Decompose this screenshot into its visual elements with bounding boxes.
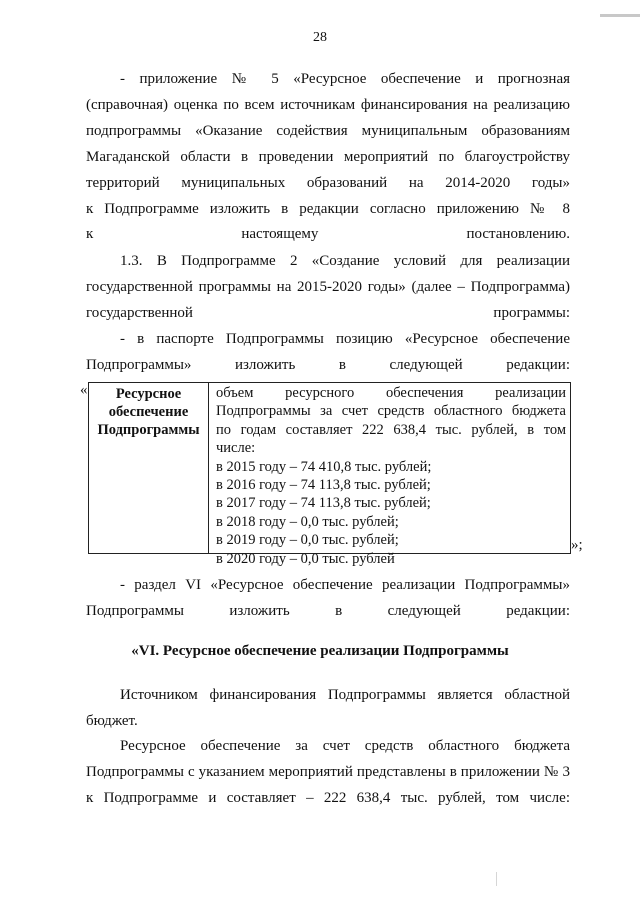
text-line: - раздел VI «Ресурсное обеспечение реализации Подпрограммы» (120, 577, 570, 593)
paragraph-financing-source (86, 683, 570, 735)
text-line: к настоящему постановлению. (86, 226, 570, 243)
table-column-divider (208, 383, 209, 553)
corner-mark (600, 0, 640, 17)
text-line: - приложение № 5 «Ресурсное обеспечение и прогнозная (120, 71, 570, 87)
text-line: Подпрограммы изложить в следующей редакции: (86, 602, 570, 619)
right-cell-line: в 2020 году – 0,0 тыс. рублей (216, 550, 395, 567)
left-cell-line: Подпрограммы (97, 422, 200, 438)
text-line: территорий муниципальных образований на 2014-2020 годы» (86, 174, 570, 191)
section-heading: «VI. Ресурсное обеспечение реализации Подпрограммы (131, 643, 509, 659)
right-cell-line: по годам составляет 222 638,4 тыс. рублей, в том (216, 421, 566, 438)
paragraph-appendix-5 (86, 67, 570, 248)
right-cell-line: в 2019 году – 0,0 тыс. рублей; (216, 532, 399, 549)
paragraph-section-6 (86, 573, 570, 625)
text-line: подпрограммы «Оказание содействия муниципальным образованиям (86, 122, 570, 139)
text-line: государственной программы: (86, 304, 570, 321)
text-line: (справочная) оценка по всем источникам финансирования на реализацию (86, 96, 570, 113)
right-cell-line: в 2018 году – 0,0 тыс. рублей; (216, 513, 399, 530)
text-line: государственной программы на 2015-2020 годы» (далее – Подпрограмма) (86, 278, 570, 295)
right-cell-line: Подпрограммы за счет средств областного бюджета (216, 403, 566, 420)
paragraph-1-3 (86, 249, 570, 327)
right-cell-line: в 2017 году – 74 113,8 тыс. рублей; (216, 495, 431, 512)
text-line: бюджет. (86, 712, 138, 729)
table-left-cell (89, 385, 208, 439)
right-cell-line: объем ресурсного обеспечения реализации (216, 385, 566, 401)
table-right-cell (216, 384, 566, 568)
text-line: к Подпрограмме и составляет – 222 638,4 тыс. рублей, том числе: (86, 789, 570, 806)
text-line: Источником финансирования Подпрограммы является областной (120, 687, 570, 703)
right-cell-line: числе: (216, 440, 256, 457)
resource-table (88, 382, 571, 567)
text-line: - в паспорте Подпрограммы позицию «Ресурсное обеспечение (120, 331, 570, 347)
text-line: Подпрограммы» изложить в следующей редакции: (86, 356, 570, 373)
scan-artifact-line (496, 872, 497, 886)
left-cell-line: Ресурсное (115, 386, 182, 402)
paragraph-passport (86, 327, 570, 379)
left-cell-line: обеспечение (108, 404, 189, 420)
right-cell-line: в 2016 году – 74 113,8 тыс. рублей; (216, 477, 431, 494)
paragraph-resources (86, 734, 570, 812)
text-line: Магаданской области в проведении мероприятий по благоустройству (86, 148, 570, 165)
table-open-quote: « (80, 382, 88, 398)
table-close-quote: »; (571, 537, 583, 553)
text-line: 1.3. В Подпрограмме 2 «Создание условий для реализации (120, 253, 570, 269)
text-line: к Подпрограмме изложить в редакции согласно приложению № 8 (86, 200, 570, 217)
right-cell-line: в 2015 году – 74 410,8 тыс. рублей; (216, 458, 432, 475)
text-line: Подпрограммы с указанием мероприятий представлены в приложении № 3 (86, 763, 570, 780)
text-line: Ресурсное обеспечение за счет средств областного бюджета (120, 738, 570, 754)
page-number: 28 (313, 30, 327, 45)
